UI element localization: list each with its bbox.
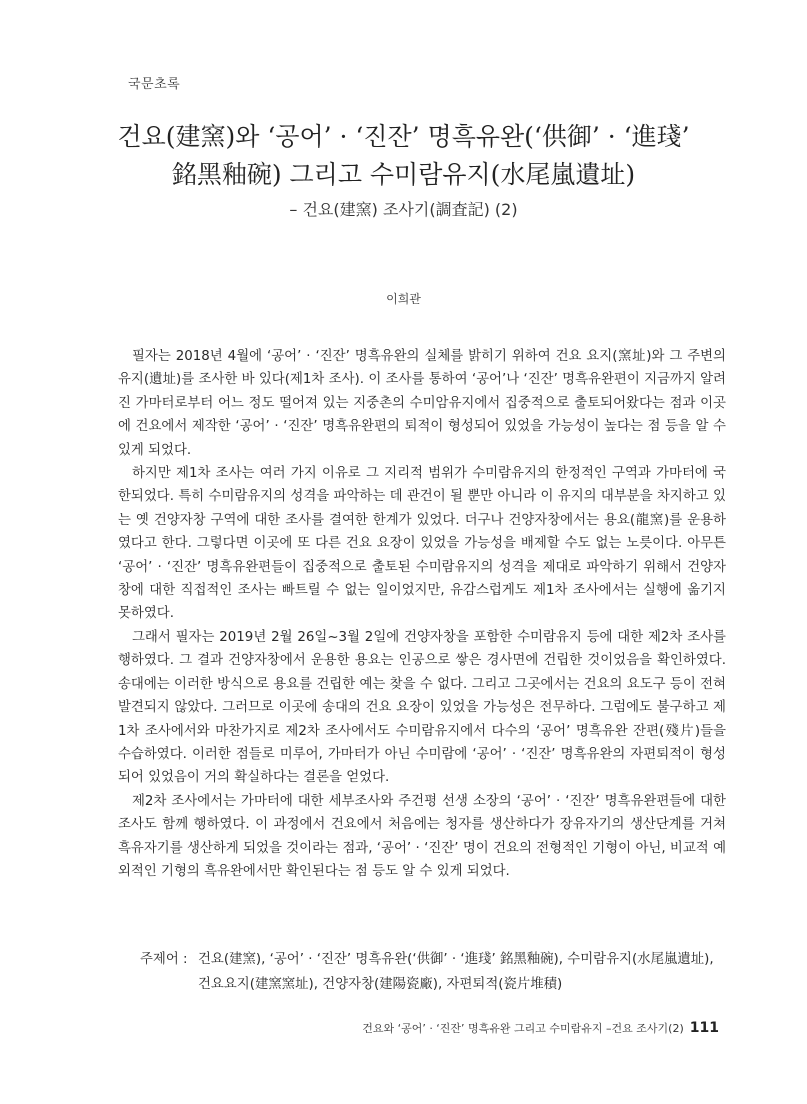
abstract-paragraph: 필자는 2018년 4월에 ‘공어’ · ‘진잔’ 명흑유완의 실체를 밝히기 위하여 건요 요지(窯址)와 그 주변의 유지(遺址)를 조사한 바 있다(제1차 조사). 이 조사를 통하여 ‘공어’나 ‘진잔’ 명흑유완편이 지금까지 알려진 가마터로부터 어느 정도 떨어져 있는 지중촌의 수미암유지에서 집중적으로 출토되어왔다는 점과 이곳에 건요에서 제작한 ‘공어’ · ‘진잔’ 명흑유완편의 퇴적이 형성되어 있었을 가능성이 높다는 점 등을 알 수 있게 되었다.: [118, 349, 726, 458]
title-block: [0, 118, 807, 224]
abstract: [118, 345, 726, 883]
keywords-line-1: 건요(建窯), ‘공어’ · ‘진잔’ 명흑유완(‘供御’ · ‘進琖’ 銘黑釉碗), 수미람유지(水尾嵐遺址),: [198, 952, 714, 967]
keywords-row-1: [140, 947, 740, 972]
subtitle: – 건요(建窯) 조사기(調査記) (2): [289, 200, 518, 219]
keywords: [140, 947, 740, 997]
abstract-paragraph: 그래서 필자는 2019년 2월 26일~3월 2일에 건양자창을 포함한 수미람유지 등에 대한 제2차 조사를 행하였다. 그 결과 건양자창에서 운용한 용요는 인공으로 쌓은 경사면에 건립한 것이었음을 확인하였다. 송대에는 이러한 방식으로 용요를 건립한 예는 찾을 수 없다. 그리고 그곳에서는 건요의 요도구 등이 전혀 발견되지 않았다. 그러므로 이곳에 송대의 건요 요장이 있었을 가능성은 전무하다. 그럼에도 불구하고 제1차 조사에서와 마찬가지로 제2차 조사에서도 수미람유지에서 다수의 ‘공어’ 명흑유완 잔편(殘片)들을 수습하였다. 이러한 점들로 미루어, 가마터가 아닌 수미람에 ‘공어’ · ‘진잔’ 명흑유완의 자편퇴적이 형성되어 있었음이 거의 확실하다는 결론을 얻었다.: [118, 629, 726, 786]
title-line-1: 건요(建窯)와 ‘공어’ · ‘진잔’ 명흑유완(‘供御’ · ‘進琖’: [117, 122, 690, 151]
abstract-paragraph: 제2차 조사에서는 가마터에 대한 세부조사와 주건평 선생 소장의 ‘공어’ · ‘진잔’ 명흑유완편들에 대한 조사도 함께 행하였다. 이 과정에서 건요에서 처음에는 청자를 생산하다가 장유자기의 생산단계를 거쳐 흑유자기를 생산하게 되었을 것이라는 점과, ‘공어’ · ‘진잔’ 명이 건요의 전형적인 기형이 아닌, 비교적 예외적인 기형의 흑유완에서만 확인된다는 점 등도 알 수 있게 되었다.: [118, 793, 726, 879]
section-label: 국문초록: [128, 77, 181, 92]
page-number: 111: [689, 1020, 719, 1036]
abstract-paragraph: 하지만 제1차 조사는 여러 가지 이유로 그 지리적 범위가 수미람유지의 한정적인 구역과 가마터에 국한되었다. 특히 수미람유지의 성격을 파악하는 데 관건이 될 뿐만 아니라 이 유지의 대부분을 차지하고 있는 옛 건양자창 구역에 대한 조사를 결여한 한계가 있었다. 더구나 건양자창에서는 용요(龍窯)를 운용하였다고 한다. 그렇다면 이곳에 또 다른 건요 요장이 있었을 가능성을 배제할 수도 없는 노릇이다. 아무튼 ‘공어’ · ‘진잔’ 명흑유완편들이 집중적으로 출토된 수미람유지의 성격을 제대로 파악하기 위해서 건양자창에 대한 직접적인 조사는 빠트릴 수 없는 일이었지만, 유감스럽게도 제1차 조사에서는 실행에 옮기지 못하였다.: [118, 466, 726, 622]
title-line-2: 銘黑釉碗) 그리고 수미람유지(水尾嵐遺址): [171, 160, 636, 189]
keywords-line-2: 건요요지(建窯窯址), 건양자창(建陽瓷廠), 자편퇴적(瓷片堆積): [198, 977, 563, 992]
page-footer: [362, 1020, 719, 1036]
author: 이희관: [386, 292, 421, 306]
keywords-label: 주제어 :: [140, 952, 188, 967]
running-title: 건요와 ‘공어’ · ‘진잔’ 명흑유완 그리고 수미람유지 –건요 조사기(2): [362, 1022, 684, 1035]
